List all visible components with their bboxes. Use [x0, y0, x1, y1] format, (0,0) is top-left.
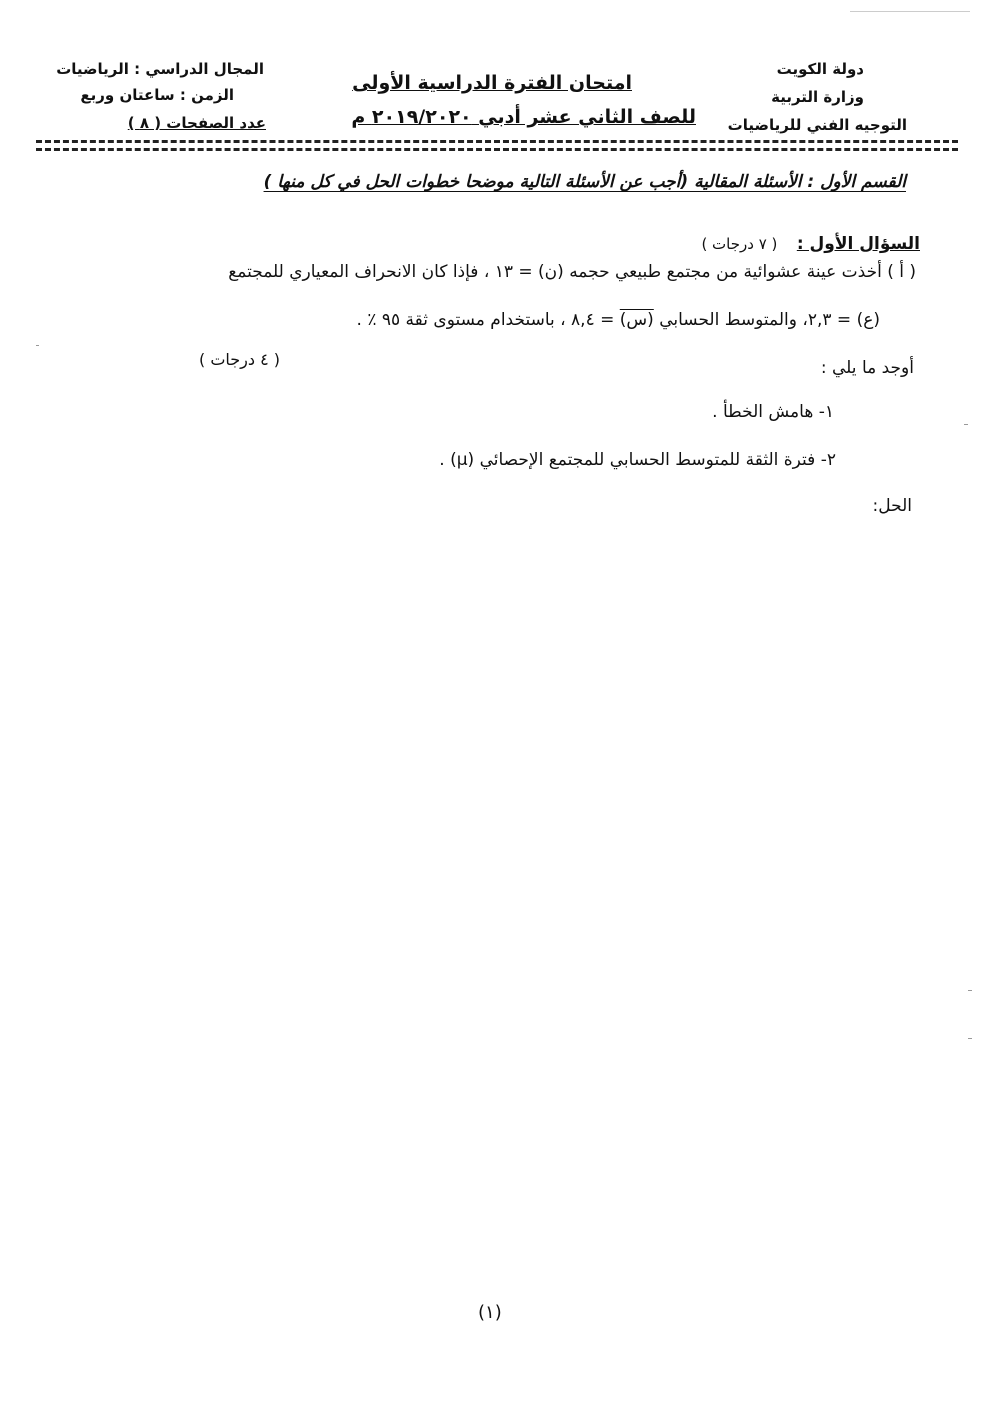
scan-speck	[968, 1038, 972, 1039]
header-ministry: وزارة التربية	[771, 88, 864, 106]
question-marks: ( ٧ درجات )	[701, 235, 778, 253]
header-country: دولة الكويت	[776, 60, 864, 78]
header-page-count: عدد الصفحات ( ٨ )	[127, 114, 266, 132]
header-divider	[36, 140, 958, 143]
question-heading	[701, 234, 920, 254]
exam-title: امتحان الفترة الدراسية الأولى	[352, 72, 632, 94]
sample-mean-symbol: (س)	[619, 310, 654, 330]
page-number: (١)	[478, 1302, 502, 1323]
item-margin-of-error: ١- هامش الخطأ .	[712, 402, 834, 422]
exam-subtitle: للصف الثاني عشر أدبي ٢٠١٩/٢٠٢٠ م	[351, 106, 696, 128]
scan-speck	[850, 11, 970, 12]
header-divider-2	[36, 148, 958, 151]
part-a-line2	[357, 310, 880, 330]
find-label: أوجد ما يلي :	[820, 358, 914, 378]
item-confidence-interval: ٢- فترة الثقة للمتوسط الحسابي للمجتمع الإحصائي (μ) .	[439, 450, 836, 470]
part-a-line1: ( أ ) أخذت عينة عشوائية من مجتمع طبيعي حجمه (ن) = ١٣ ، فإذا كان الانحراف المعياري للمجتمع	[228, 262, 916, 282]
header-duration: الزمن : ساعتان وربع	[80, 86, 234, 104]
part-a-line2-end: = ٨,٤ ، باستخدام مستوى ثقة ٩٥ ٪ .	[356, 310, 620, 330]
header-subject: المجال الدراسي : الرياضيات	[56, 60, 264, 78]
find-marks: ( ٤ درجات )	[198, 350, 280, 369]
section-title: القسم الأول : الأسئلة المقالية (أجب عن الأسئلة التالية موضحا خطوات الحل في كل منها )	[263, 172, 906, 192]
header-department: التوجيه الفني للرياضيات	[727, 116, 907, 134]
scan-speck	[968, 990, 972, 991]
question-title: السؤال الأول :	[796, 234, 920, 254]
scan-speck	[36, 345, 39, 346]
solution-label: الحل:	[872, 496, 912, 516]
scan-speck	[964, 424, 968, 425]
part-a-line2-start: (ع) = ٢,٣، والمتوسط الحسابي	[653, 310, 880, 330]
